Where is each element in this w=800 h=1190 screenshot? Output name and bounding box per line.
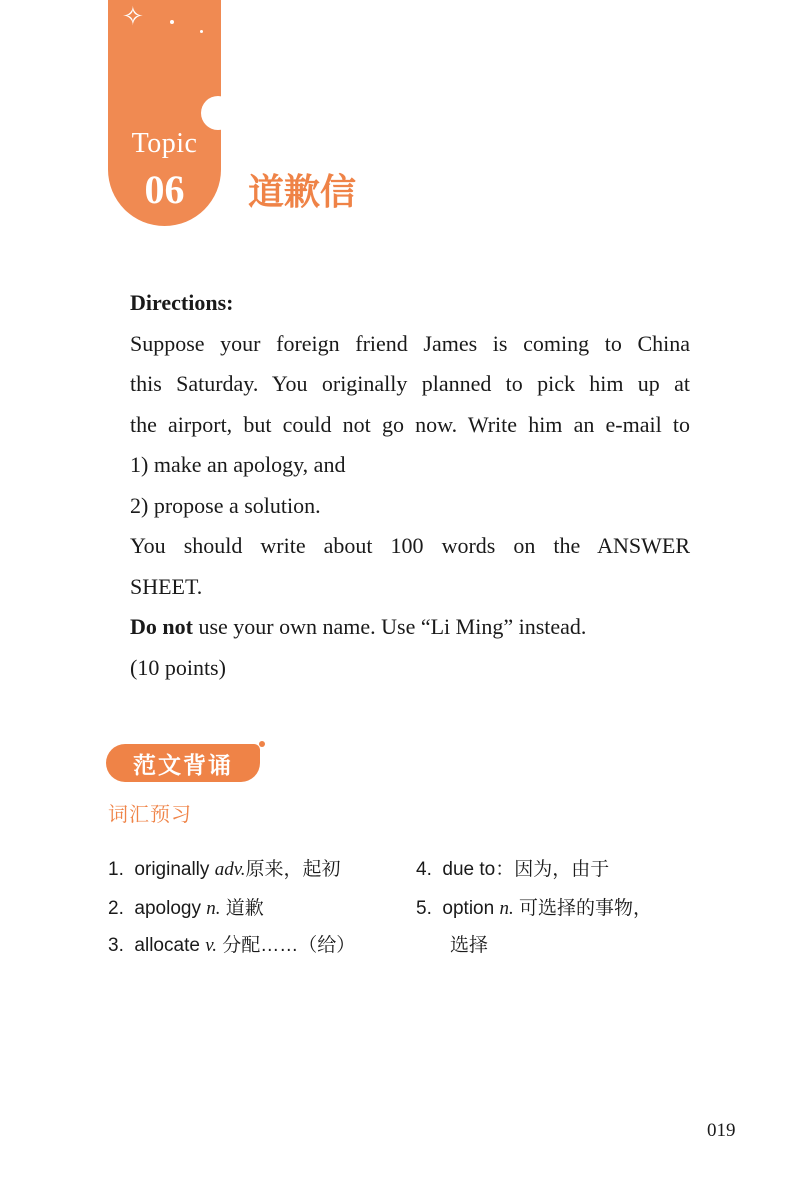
do-not-emphasis: Do not bbox=[130, 614, 193, 639]
directions-line: SHEET. bbox=[130, 573, 203, 599]
page-number: 019 bbox=[707, 1120, 736, 1141]
vocab-item bbox=[108, 893, 264, 920]
topic-tab bbox=[108, 0, 221, 226]
vocab-word: allocate bbox=[134, 935, 200, 956]
directions-line: the airport, but could not go now. Write him an e-mail to bbox=[130, 411, 690, 437]
vocab-item bbox=[416, 893, 652, 920]
vocab-meaning: 道歉 bbox=[225, 898, 264, 919]
tab-notch-decoration bbox=[201, 96, 235, 130]
directions-heading: Directions: bbox=[130, 290, 234, 315]
sparkle-icon: ✧ bbox=[122, 2, 144, 32]
vocab-meaning: ：因为，由于 bbox=[495, 859, 610, 880]
vocab-word: apology bbox=[134, 898, 201, 919]
directions-line: this Saturday. You originally planned to pick him up at bbox=[130, 371, 690, 396]
vocab-meaning: 原来，起初 bbox=[245, 859, 341, 880]
section-label: 范文背诵 bbox=[106, 744, 260, 782]
vocab-number: 3. bbox=[108, 935, 124, 956]
vocab-word: originally bbox=[134, 859, 210, 880]
vocab-pos: n. bbox=[206, 898, 221, 919]
directions-do-not-line bbox=[130, 607, 690, 648]
vocab-meaning: 分配……（给） bbox=[222, 935, 356, 956]
directions-line: Suppose your foreign friend James is coming to China bbox=[130, 330, 690, 356]
do-not-rest: use your own name. Use “Li Ming” instead. bbox=[192, 614, 587, 639]
dot-decoration bbox=[259, 741, 265, 747]
vocab-pos: adv. bbox=[214, 859, 246, 880]
dot-decoration bbox=[200, 30, 203, 33]
dot-decoration bbox=[170, 20, 174, 24]
vocab-item bbox=[416, 854, 609, 881]
vocab-pos: v. bbox=[205, 935, 217, 956]
directions-block bbox=[130, 283, 690, 688]
vocab-item bbox=[108, 930, 355, 957]
directions-line: 1) make an apology, and bbox=[130, 452, 346, 477]
vocab-meaning: 可选择的事物， bbox=[519, 898, 653, 919]
directions-line: You should write about 100 words on the ANSWER bbox=[130, 533, 690, 558]
vocab-number: 4. bbox=[416, 859, 432, 880]
vocab-word: due to bbox=[442, 859, 496, 880]
vocab-word: option bbox=[442, 898, 495, 919]
vocab-item bbox=[108, 854, 340, 881]
topic-title: 道歉信 bbox=[248, 172, 357, 213]
vocabulary-subheading: 词汇预习 bbox=[108, 802, 192, 826]
directions-line: 2) propose a solution. bbox=[130, 492, 321, 518]
vocab-number: 1. bbox=[108, 859, 124, 880]
vocab-pos: n. bbox=[499, 898, 514, 919]
vocab-number: 5. bbox=[416, 898, 432, 919]
topic-label: Topic bbox=[131, 128, 198, 159]
directions-points: (10 points) bbox=[130, 654, 226, 680]
vocab-number: 2. bbox=[108, 898, 124, 919]
topic-number: 06 bbox=[144, 167, 185, 212]
vocab-meaning-continuation: 选择 bbox=[450, 935, 489, 956]
